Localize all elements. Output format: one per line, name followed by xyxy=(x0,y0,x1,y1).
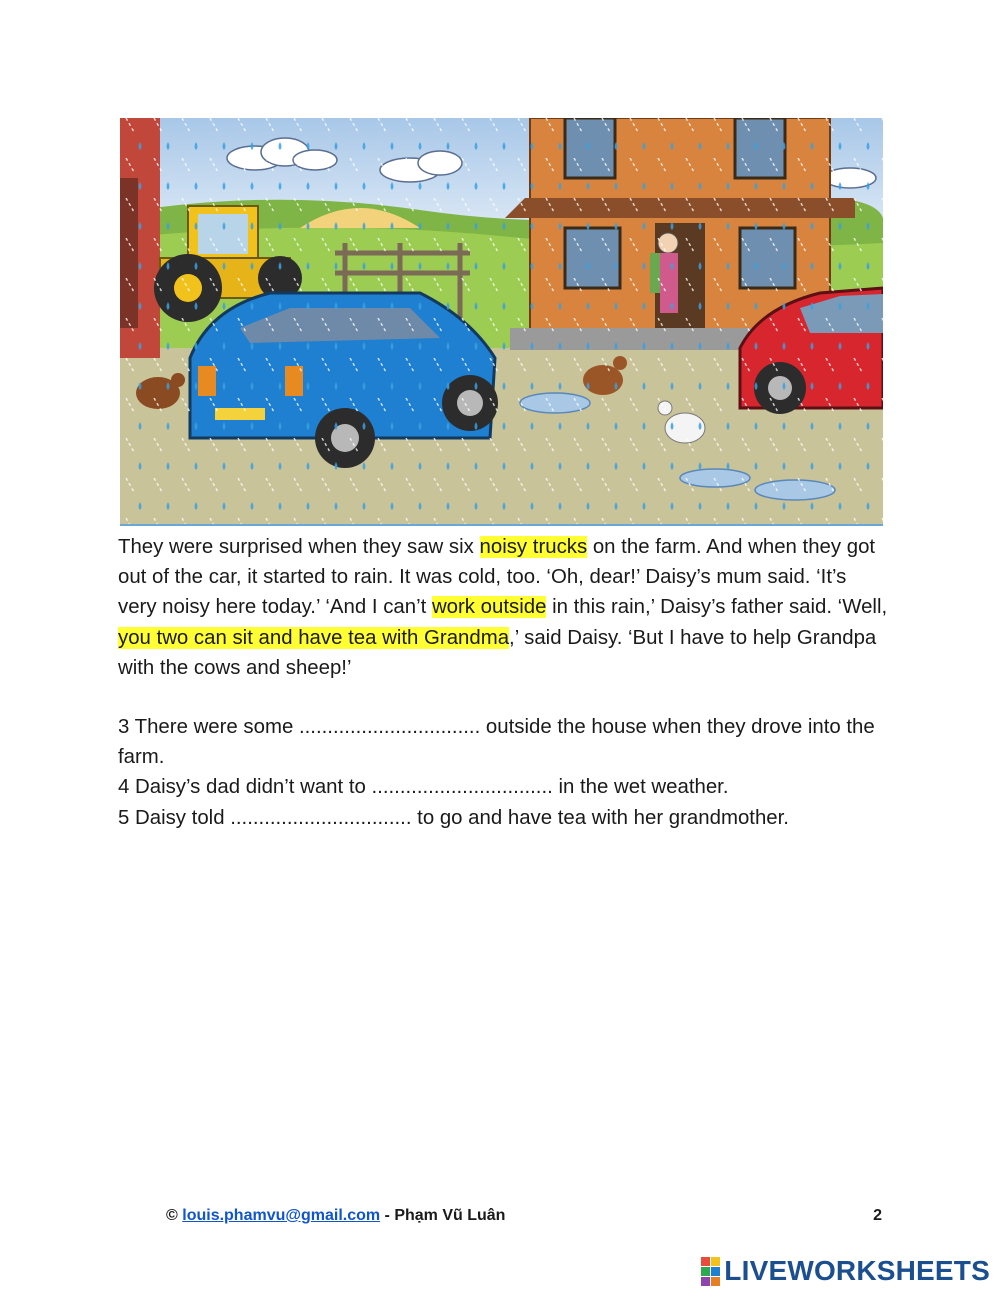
farm-illustration xyxy=(120,118,883,526)
liveworksheets-icon xyxy=(701,1257,720,1286)
copyright-symbol: © xyxy=(166,1207,178,1224)
author-email-link[interactable]: louis.phamvu@gmail.com xyxy=(182,1207,381,1224)
highlight-noisy-trucks: noisy trucks xyxy=(479,536,588,558)
question-5: 5 Daisy told ................................ to go and have tea with her grandmother. xyxy=(118,806,789,829)
story-text: on the farm. And when they got out of the car, it started to rain. It was cold, too. ‘Oh, dear!’ Daisy’s mum said. ‘It’s very noisy here today.’ ‘And I can’t xyxy=(118,536,876,619)
page-number: 2 xyxy=(873,1207,882,1224)
brand-name: LIVEWORKSHEETS xyxy=(724,1255,990,1286)
page-footer xyxy=(166,1207,882,1225)
questions-list xyxy=(118,712,888,833)
story-text: They were surprised when they saw six xyxy=(118,536,480,558)
question-4: 4 Daisy’s dad didn’t want to ................................ in the wet weather. xyxy=(118,776,729,799)
story-text: ,’ said Daisy. ‘But I have to help Grandpa with the cows and sheep!’ xyxy=(118,626,877,679)
highlight-tea-with-grandma: you two can sit and have tea with Grandma xyxy=(118,626,510,649)
question-3: 3 There were some ................................ outside the house when they drove into the farm. xyxy=(118,716,875,769)
liveworksheets-logo xyxy=(701,1255,990,1287)
story-text: in this rain,’ Daisy’s father said. ‘Well, xyxy=(546,596,888,619)
highlight-work-outside: work outside xyxy=(431,596,547,619)
author-name: - Phạm Vũ Luân xyxy=(380,1207,506,1224)
story-paragraph xyxy=(118,532,888,683)
